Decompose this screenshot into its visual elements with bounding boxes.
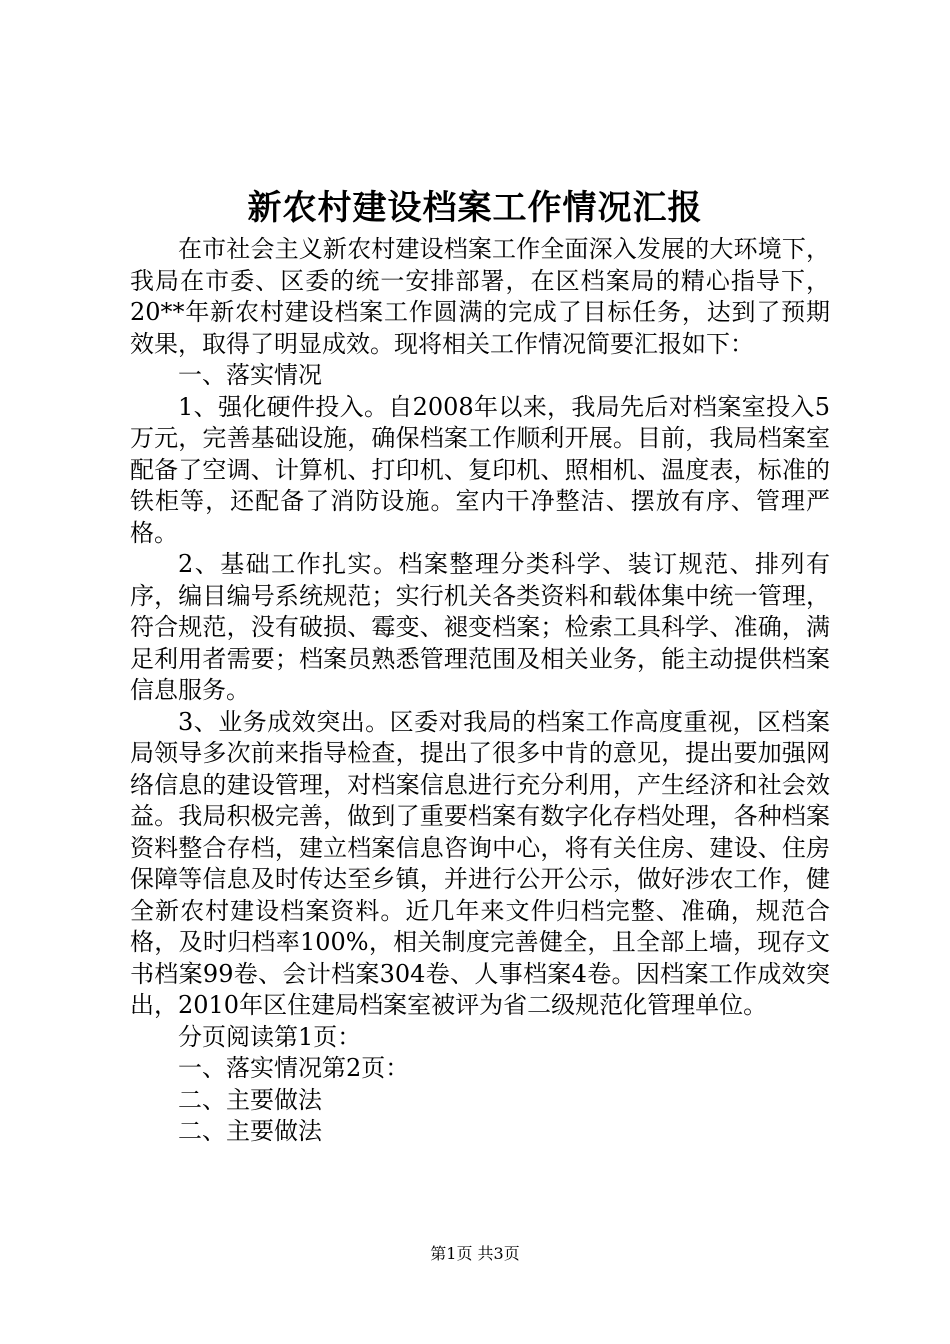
section-heading-implementation: 一、落实情况 (178, 361, 322, 389)
paragraph-business-results: 3、业务成效突出。区委对我局的档案工作高度重视，区档案局领导多次前来指导检查，提出了很多中肯的意见，提出要加强网络信息的建设管理，对档案信息进行充分利用，产生经济和社会效益。我局积极完善，做到了重要档案有数字化存档处理，各种档案资料整合存档，建立档案信息咨询中心，将有关住房、建设、住房保障等信息及时传达至乡镇，并进行公开公示，做好涉农工作，健全新农村建设档案资料。近几年来文件归档完整、准确，规范合格，及时归档率100%，相关制度完善健全，且全部上墙，现存文书档案99卷、会计档案304卷、人事档案4卷。因档案工作成效突出，2010年区住建局档案室被评为省二级规范化管理单位。 (130, 707, 830, 1019)
pagination-read-page-1: 分页阅读第1页： (178, 1022, 362, 1051)
section-heading-main-practices: 二、主要做法 (178, 1085, 322, 1114)
section-heading-main-practices-repeat: 二、主要做法 (178, 1117, 322, 1145)
document-body (130, 234, 830, 1148)
pagination-page-2: 一、落实情况第2页： (178, 1054, 410, 1082)
paragraph-basic-work: 2、基础工作扎实。档案整理分类科学、装订规范、排列有序，编目编号系统规范；实行机关各类资料和载体集中统一管理，符合规范，没有破损、霉变、褪变档案；检索工具科学、准确，满足利用者需要；档案员熟悉管理范围及相关业务，能主动提供档案信息服务。 (130, 550, 830, 704)
page-footer: 第1页 共3页 (430, 1244, 520, 1263)
intro-paragraph: 在市社会主义新农村建设档案工作全面深入发展的大环境下，我局在市委、区委的统一安排部署，在区档案局的精心指导下，20**年新农村建设档案工作圆满的完成了目标任务，达到了预期效果，取得了明显成效。现将相关工作情况简要汇报如下： (130, 235, 830, 358)
paragraph-hardware-investment: 1、强化硬件投入。自2008年以来，我局先后对档案室投入5万元，完善基础设施，确保档案工作顺利开展。目前，我局档案室配备了空调、计算机、打印机、复印机、照相机、温度表，标准的铁柜等，还配备了消防设施。室内干净整洁、摆放有序、管理严格。 (130, 392, 830, 547)
document-title: 新农村建设档案工作情况汇报 (247, 188, 703, 228)
